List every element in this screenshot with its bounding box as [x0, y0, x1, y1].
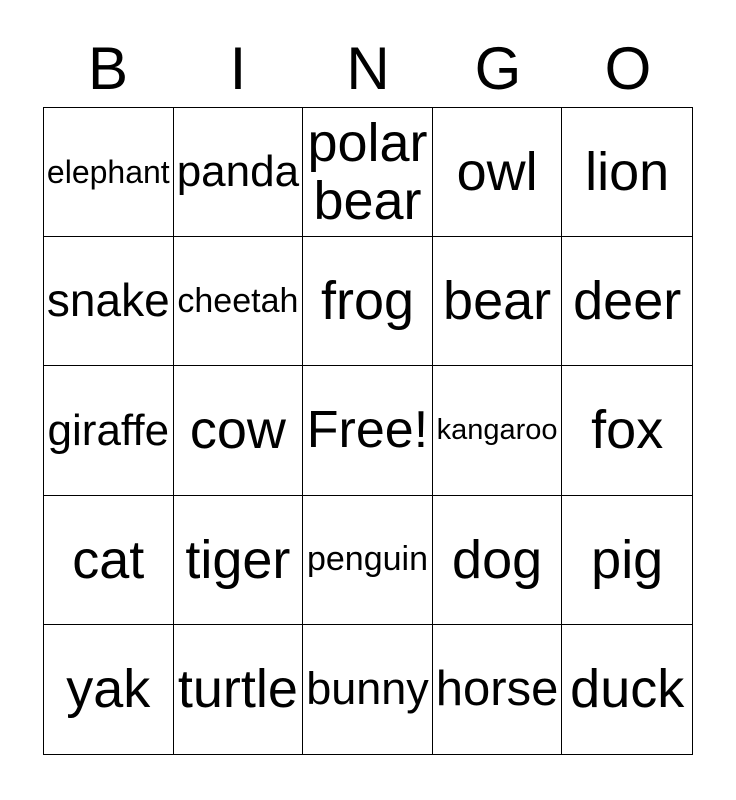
cell-label: horse	[435, 661, 559, 716]
cell-kangaroo[interactable]	[433, 366, 563, 495]
cell-penguin[interactable]	[303, 496, 433, 625]
cell-elephant[interactable]	[44, 108, 174, 237]
cell-cat[interactable]	[44, 496, 174, 625]
cell-giraffe[interactable]	[44, 366, 174, 495]
cell-label: snake	[46, 274, 170, 327]
cell-label: cheetah	[177, 281, 299, 320]
header-letter-b: B	[87, 35, 129, 102]
cell-label: cow	[189, 400, 286, 461]
cell-deer[interactable]	[562, 237, 692, 366]
free-cell[interactable]	[303, 366, 433, 495]
cell-pig[interactable]	[562, 496, 692, 625]
header-letter-g: G	[474, 35, 522, 102]
cell-label: turtle	[177, 659, 298, 720]
cell-horse[interactable]	[433, 625, 563, 754]
cell-duck[interactable]	[562, 625, 692, 754]
cell-label: pig	[591, 529, 664, 590]
cell-label: tiger	[185, 529, 291, 590]
cell-label: yak	[66, 659, 151, 720]
cell-label: elephant	[46, 153, 170, 190]
header-letter-i: I	[229, 35, 247, 102]
cell-label: bunny	[306, 663, 429, 715]
free-cell-label: Free!	[306, 401, 429, 460]
cell-owl[interactable]	[433, 108, 563, 237]
cell-dog[interactable]	[433, 496, 563, 625]
cell-label: panda	[176, 147, 300, 197]
cell-panda[interactable]	[174, 108, 304, 237]
cell-fox[interactable]	[562, 366, 692, 495]
cell-label: fox	[591, 400, 664, 461]
cell-label: deer	[573, 271, 682, 332]
cell-label: frog	[320, 271, 415, 332]
header-letter-n: N	[346, 35, 390, 102]
cell-label: polar bear	[307, 112, 428, 232]
cell-label: duck	[570, 659, 685, 720]
cell-label: cat	[72, 529, 145, 590]
cell-label: penguin	[306, 540, 428, 579]
cell-label: lion	[585, 141, 670, 202]
cell-polar-bear[interactable]	[303, 108, 433, 237]
cell-lion[interactable]	[562, 108, 692, 237]
cell-bunny[interactable]	[303, 625, 433, 754]
cell-label: owl	[456, 141, 538, 202]
bingo-header	[43, 36, 693, 102]
cell-bear[interactable]	[433, 237, 563, 366]
cell-snake[interactable]	[44, 237, 174, 366]
cell-frog[interactable]	[303, 237, 433, 366]
cell-tiger[interactable]	[174, 496, 304, 625]
cell-yak[interactable]	[44, 625, 174, 754]
bingo-grid	[43, 107, 693, 755]
cell-cheetah[interactable]	[174, 237, 304, 366]
cell-turtle[interactable]	[174, 625, 304, 754]
cell-label: dog	[452, 529, 543, 590]
cell-label: bear	[443, 271, 552, 332]
header-letter-o: O	[604, 35, 652, 102]
cell-cow[interactable]	[174, 366, 304, 495]
cell-label: kangaroo	[436, 413, 558, 446]
cell-label: giraffe	[47, 405, 170, 455]
